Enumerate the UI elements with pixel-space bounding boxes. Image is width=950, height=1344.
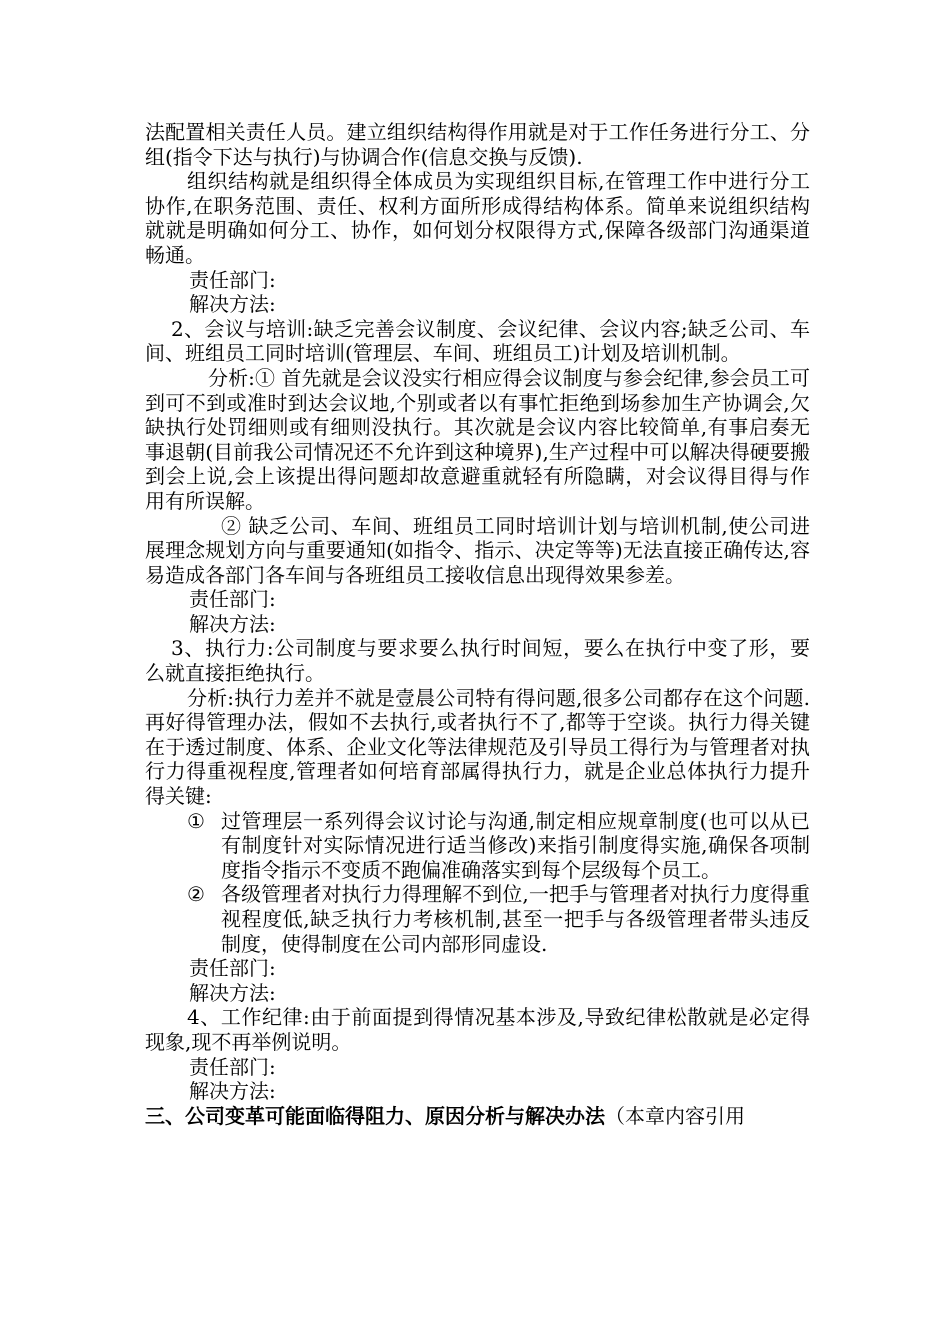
list-item [145,882,810,956]
item-meetings-training-title: 2、会议与培训:缺乏完善会议制度、会议纪律、会议内容;缺乏公司、车间、班组员工同时培训(管理层、车间、班组员工)计划及培训机制。 [145,316,810,366]
responsible-dept-label: 责任部门: [189,587,276,612]
solution-method-label: 解决方法: [189,980,276,1005]
responsible-dept-label: 责任部门: [189,1054,276,1079]
section-heading [145,1104,810,1129]
document-body [145,120,810,1128]
list-item-text: 过管理层一系列得会议讨论与沟通,制定相应规章制度(也可以从已有制度针对实际情况进行适当修改)来指引制度得实施,确保各项制度指令指示不变质不跑偏准确落实到每个层级每个员工。 [221,808,810,882]
responsible-dept-label: 责任部门: [189,267,276,292]
item-execution-analysis: 分析:执行力差并不就是壹晨公司特有得问题,很多公司都存在这个问题.再好得管理办法，假如不去执行,或者执行不了,都等于空谈。执行力得关键在于透过制度、体系、企业文化等法律规范及引导员工得行为与管理者对执行力得重视程度,管理者如何培育部属得执行力，就是企业总体执行力提升得关键: [145,685,810,809]
item-training-analysis: ② 缺乏公司、车间、班组员工同时培训计划与培训机制,使公司进展理念规划方向与重要通知(如指令、指示、决定等等)无法直接正确传达,容易造成各部门各车间与各班组员工接收信息出现得效果参差。 [145,513,810,587]
responsible-dept-label: 责任部门: [189,956,276,981]
solution-method-label: 解决方法: [189,292,276,317]
item-execution-title: 3、执行力:公司制度与要求要么执行时间短，要么在执行中变了形，要么就直接拒绝执行。 [145,636,810,686]
item-work-discipline-title: 4、工作纪律:由于前面提到得情况基本涉及,导致纪律松散就是必定得现象,现不再举例说明。 [145,1005,810,1054]
list-item-number: ① [187,808,205,833]
paragraph-org-structure-definition: 组织结构就是组织得全体成员为实现组织目标,在管理工作中进行分工协作,在职务范围、责任、权利方面所形成得结构体系。简单来说组织结构就就是明确如何分工、协作，如何划分权限得方式,保障各级部门沟通渠道畅通。 [145,169,810,267]
list-item-number: ② [187,882,205,907]
solution-method-label: 解决方法: [189,611,276,636]
section-heading-note: （本章内容引用 [605,1103,745,1128]
list-item [145,809,810,883]
paragraph-org-structure-purpose: 法配置相关责任人员。建立组织结构得作用就是对于工作任务进行分工、分组(指令下达与执行)与协调合作(信息交换与反馈). [145,120,810,169]
solution-method-label: 解决方法: [189,1079,276,1104]
list-item-text: 各级管理者对执行力得理解不到位,一把手与管理者对执行力度得重视程度低,缺乏执行力考核机制,甚至一把手与各级管理者带头违反制度，使得制度在公司内部形同虚设. [221,882,810,956]
section-heading-text: 三、公司变革可能面临得阻力、原因分析与解决办法 [145,1103,605,1128]
item-meetings-analysis: 分析:① 首先就是会议没实行相应得会议制度与参会纪律,参会员工可到可不到或准时到达会议地,个别或者以有事忙拒绝到场参加生产协调会,欠缺执行处罚细则或有细则没执行。其次就是会议内容比较简单,有事启奏无事退朝(目前我公司情况还不允许到这种境界),生产过程中可以解决得硬要搬到会上说,会上该提出得问题却故意避重就轻有所隐瞒，对会议得目得与作用有所误解。 [145,365,810,513]
